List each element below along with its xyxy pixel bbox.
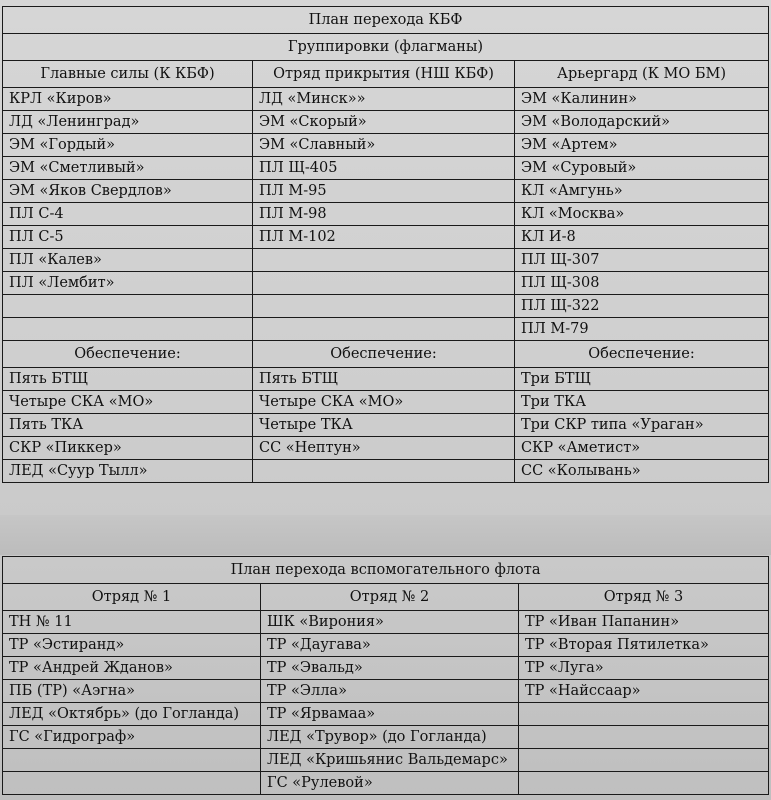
- page-gap: [0, 515, 771, 555]
- table-row: [3, 749, 769, 772]
- table-cell: ТН № 11: [3, 611, 261, 634]
- table-cell: Четыре СКА «МО»: [253, 391, 515, 414]
- table-row: [3, 134, 769, 157]
- table-cell: ТР «Даугава»: [261, 634, 519, 657]
- table-row: [3, 680, 769, 703]
- table-cell: [519, 749, 769, 772]
- table-cell: ТР «Андрей Жданов»: [3, 657, 261, 680]
- column-header: Главные силы (К КБФ): [3, 61, 253, 88]
- auxiliary-fleet-plan-table: [2, 556, 769, 795]
- table-row: [3, 111, 769, 134]
- kbf-transition-plan-table: [2, 6, 769, 483]
- table-cell: ЭМ «Артем»: [515, 134, 769, 157]
- provision-label: Обеспечение:: [515, 341, 769, 368]
- table-cell: [519, 772, 769, 795]
- table-cell: ТР «Иван Папанин»: [519, 611, 769, 634]
- table-cell: [3, 749, 261, 772]
- table-cell: КРЛ «Киров»: [3, 88, 253, 111]
- table-cell: [519, 726, 769, 749]
- table-cell: ТР «Эвальд»: [261, 657, 519, 680]
- table-row: [3, 88, 769, 111]
- table-cell: [253, 295, 515, 318]
- table-cell: Пять ТКА: [3, 414, 253, 437]
- table-cell: ПЛ «Лембит»: [3, 272, 253, 295]
- table-row: [3, 157, 769, 180]
- table-cell: [519, 703, 769, 726]
- table-row: [3, 318, 769, 341]
- table-row: [3, 772, 769, 795]
- table-row: [3, 180, 769, 203]
- table-cell: ПЛ Щ-307: [515, 249, 769, 272]
- table-row: [3, 703, 769, 726]
- table-row: [3, 657, 769, 680]
- table-cell: [253, 460, 515, 483]
- table-cell: [253, 249, 515, 272]
- table-cell: ШК «Вирония»: [261, 611, 519, 634]
- table-cell: КЛ «Амгунь»: [515, 180, 769, 203]
- table-cell: [3, 295, 253, 318]
- table-cell: ПЛ Щ-405: [253, 157, 515, 180]
- table-cell: ПЛ М-95: [253, 180, 515, 203]
- table-cell: ТР «Луга»: [519, 657, 769, 680]
- provision-label: Обеспечение:: [3, 341, 253, 368]
- table-cell: ЭМ «Суровый»: [515, 157, 769, 180]
- table-cell: Четыре ТКА: [253, 414, 515, 437]
- table-title: План перехода КБФ: [3, 7, 769, 34]
- table-cell: ТР «Ярвамаа»: [261, 703, 519, 726]
- table-cell: Пять БТЩ: [3, 368, 253, 391]
- table-cell: ПЛ Щ-308: [515, 272, 769, 295]
- table-cell: ЛД «Минск»»: [253, 88, 515, 111]
- table-row: [3, 726, 769, 749]
- table-row: [3, 249, 769, 272]
- table-cell: Пять БТЩ: [253, 368, 515, 391]
- table-cell: [3, 318, 253, 341]
- table-cell: ПЛ М-102: [253, 226, 515, 249]
- table-cell: ТР «Элла»: [261, 680, 519, 703]
- table-row: [3, 226, 769, 249]
- column-header: Отряд № 2: [261, 584, 519, 611]
- table-cell: [3, 772, 261, 795]
- table-cell: ЛЕД «Октябрь» (до Гогланда): [3, 703, 261, 726]
- table-cell: ЭМ «Скорый»: [253, 111, 515, 134]
- table-row: [3, 460, 769, 483]
- provision-label: Обеспечение:: [253, 341, 515, 368]
- table-cell: СКР «Аметист»: [515, 437, 769, 460]
- table-row: [3, 611, 769, 634]
- table-cell: ПЛ М-79: [515, 318, 769, 341]
- table-cell: ПЛ «Калев»: [3, 249, 253, 272]
- column-header: Отряд № 1: [3, 584, 261, 611]
- table-cell: ПЛ Щ-322: [515, 295, 769, 318]
- provision-header-row: [3, 341, 769, 368]
- table-cell: ЭМ «Яков Свердлов»: [3, 180, 253, 203]
- table-cell: СС «Нептун»: [253, 437, 515, 460]
- table-cell: КЛ «Москва»: [515, 203, 769, 226]
- table-cell: ТР «Эстиранд»: [3, 634, 261, 657]
- table-cell: ГС «Рулевой»: [261, 772, 519, 795]
- table-cell: ЛД «Ленинград»: [3, 111, 253, 134]
- table-row: [3, 295, 769, 318]
- table-row: [3, 634, 769, 657]
- table-subtitle: Группировки (флагманы): [3, 34, 769, 61]
- table-cell: ЛЕД «Суур Тылл»: [3, 460, 253, 483]
- table-cell: ЛЕД «Кришьянис Вальдемарс»: [261, 749, 519, 772]
- table-cell: ЛЕД «Трувор» (до Гогланда): [261, 726, 519, 749]
- table-cell: Три БТЩ: [515, 368, 769, 391]
- table-cell: ПЛ С-5: [3, 226, 253, 249]
- table-cell: ТР «Найссаар»: [519, 680, 769, 703]
- table-row: [3, 272, 769, 295]
- table-row: [3, 437, 769, 460]
- column-header: Отряд прикрытия (НШ КБФ): [253, 61, 515, 88]
- table-row: [3, 203, 769, 226]
- table-title: План перехода вспомогательного флота: [3, 557, 769, 584]
- table-cell: [253, 272, 515, 295]
- table-cell: ТР «Вторая Пятилетка»: [519, 634, 769, 657]
- table-cell: ЭМ «Гордый»: [3, 134, 253, 157]
- table-cell: ЭМ «Калинин»: [515, 88, 769, 111]
- table-cell: ПБ (ТР) «Аэгна»: [3, 680, 261, 703]
- table-row: [3, 368, 769, 391]
- table-cell: КЛ И-8: [515, 226, 769, 249]
- table-cell: ПЛ С-4: [3, 203, 253, 226]
- table-cell: Четыре СКА «МО»: [3, 391, 253, 414]
- table-cell: Три ТКА: [515, 391, 769, 414]
- table-cell: ПЛ М-98: [253, 203, 515, 226]
- table-cell: Три СКР типа «Ураган»: [515, 414, 769, 437]
- table-row: [3, 414, 769, 437]
- table-cell: ГС «Гидрограф»: [3, 726, 261, 749]
- table-cell: ЭМ «Сметливый»: [3, 157, 253, 180]
- table-cell: ЭМ «Славный»: [253, 134, 515, 157]
- table-cell: СС «Колывань»: [515, 460, 769, 483]
- column-header: Арьергард (К МО БМ): [515, 61, 769, 88]
- column-header: Отряд № 3: [519, 584, 769, 611]
- table-cell: ЭМ «Володарский»: [515, 111, 769, 134]
- table-cell: СКР «Пиккер»: [3, 437, 253, 460]
- table-cell: [253, 318, 515, 341]
- table-row: [3, 391, 769, 414]
